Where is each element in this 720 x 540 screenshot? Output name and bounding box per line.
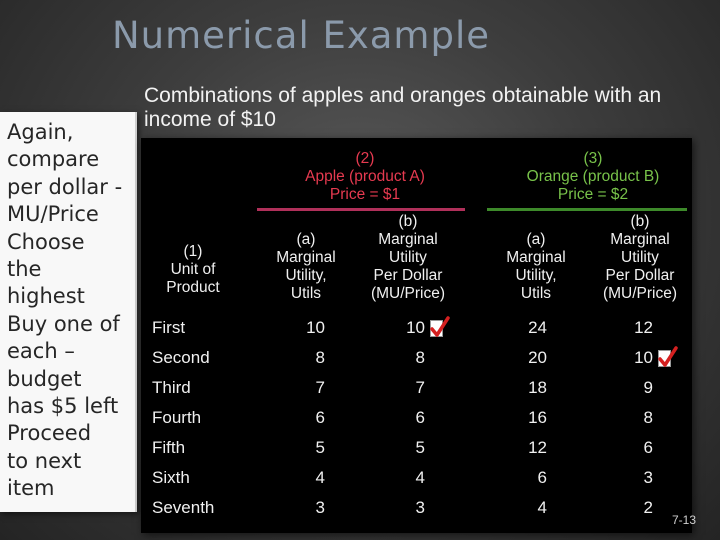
- header-orange-mu-per-dollar: [592, 213, 688, 303]
- header-line: (a): [296, 231, 316, 248]
- header-line: Marginal: [378, 231, 438, 248]
- header-line: Utility,: [285, 267, 327, 284]
- slide-subtitle: Combinations of apples and oranges obtainable with an income of $10: [144, 84, 662, 131]
- apple-header-underline: [257, 208, 465, 211]
- row-unit-label: Second: [152, 348, 210, 367]
- cell-a-mup: 7: [415, 378, 425, 397]
- header-line: (b): [630, 213, 650, 230]
- cell-b-mu: 16: [528, 408, 547, 427]
- header-unit-of-product: [148, 243, 238, 297]
- cell-a-mup: 10: [406, 318, 425, 337]
- header-apple-mu-per-dollar: [360, 213, 456, 303]
- row-unit-label: Third: [152, 378, 191, 397]
- cell-a-mup: 4: [415, 468, 425, 487]
- notes-line: highest: [7, 284, 85, 309]
- cell-b-mu: 6: [537, 468, 547, 487]
- notes-line: each –: [7, 339, 75, 364]
- header-line: (1): [183, 243, 203, 260]
- cell-a-mu: 8: [315, 348, 325, 367]
- cell-b-mup: 3: [643, 468, 653, 487]
- header-line: Utility: [621, 249, 659, 266]
- slide-title: Numerical Example: [112, 14, 491, 57]
- header-line: (3): [583, 150, 603, 167]
- cell-a-mu: 10: [306, 318, 325, 337]
- notes-line: budget: [7, 366, 82, 391]
- cell-b-mup: 6: [643, 438, 653, 457]
- cell-b-mup: 2: [643, 498, 653, 517]
- header-line: (2): [355, 150, 375, 167]
- cell-a-mup: 5: [415, 438, 425, 457]
- notes-line: Again,: [7, 120, 74, 144]
- checkmark-icon: [430, 320, 443, 337]
- notes-line: compare: [7, 147, 100, 172]
- notes-line: MU/Price: [7, 202, 99, 227]
- notes-line: the: [7, 257, 42, 282]
- header-line: (b): [398, 213, 418, 230]
- cell-a-mup: 6: [415, 408, 425, 427]
- header-line: Price = $1: [329, 186, 401, 203]
- header-line: Utility,: [515, 267, 557, 284]
- header-line: Unit of: [170, 261, 216, 278]
- notes-line: item: [7, 476, 55, 501]
- cell-a-mu: 7: [315, 378, 325, 397]
- notes-line: Choose: [7, 229, 85, 254]
- header-apple-group: [260, 150, 470, 204]
- header-line: Utils: [290, 285, 322, 302]
- header-orange-group: [488, 150, 698, 204]
- header-line: Utility: [389, 249, 427, 266]
- row-unit-label: Fourth: [152, 408, 202, 427]
- cell-b-mu: 4: [537, 498, 547, 517]
- orange-header-underline: [487, 208, 687, 211]
- row-unit-label: Fifth: [152, 438, 186, 457]
- header-line: Marginal: [276, 249, 336, 266]
- notes-line: has $5 left: [7, 394, 119, 419]
- cell-a-mu: 5: [315, 438, 325, 457]
- cell-a-mu: 3: [315, 498, 325, 517]
- header-line: Utils: [520, 285, 552, 302]
- cell-a-mup: 8: [415, 348, 425, 367]
- cell-b-mu: 12: [528, 438, 547, 457]
- row-unit-label: First: [152, 318, 186, 337]
- row-unit-label: Sixth: [152, 468, 190, 487]
- cell-b-mu: 18: [528, 378, 547, 397]
- header-line: Per Dollar: [605, 267, 675, 284]
- notes-line: per dollar -: [7, 174, 123, 199]
- notes-text: [7, 119, 135, 503]
- header-line: Orange (product B): [526, 168, 660, 185]
- row-unit-label: Seventh: [152, 498, 215, 517]
- header-apple-marginal-utility: [262, 231, 350, 303]
- notes-line: to next: [7, 448, 82, 473]
- header-line: Price = $2: [557, 186, 629, 203]
- header-line: Apple (product A): [305, 168, 425, 185]
- header-line: Marginal: [610, 231, 670, 248]
- header-orange-marginal-utility: [492, 231, 580, 303]
- notes-line: Proceed: [7, 421, 92, 446]
- header-line: Per Dollar: [373, 267, 443, 284]
- header-line: (MU/Price): [602, 285, 678, 302]
- notes-line: Buy one of: [7, 311, 120, 336]
- cell-b-mup: 8: [643, 408, 653, 427]
- cell-b-mup: 10: [634, 348, 653, 367]
- header-line: (a): [526, 231, 546, 248]
- header-line: (MU/Price): [370, 285, 446, 302]
- cell-a-mup: 3: [415, 498, 425, 517]
- header-line: Product: [166, 279, 220, 296]
- cell-a-mu: 6: [315, 408, 325, 427]
- cell-b-mup: 9: [643, 378, 653, 397]
- cell-a-mu: 4: [315, 468, 325, 487]
- cell-b-mup: 12: [634, 318, 653, 337]
- checkmark-icon: [658, 350, 671, 367]
- cell-b-mu: 20: [528, 348, 547, 367]
- slide-number: 7-13: [672, 513, 697, 527]
- header-line: Marginal: [506, 249, 566, 266]
- cell-b-mu: 24: [528, 318, 547, 337]
